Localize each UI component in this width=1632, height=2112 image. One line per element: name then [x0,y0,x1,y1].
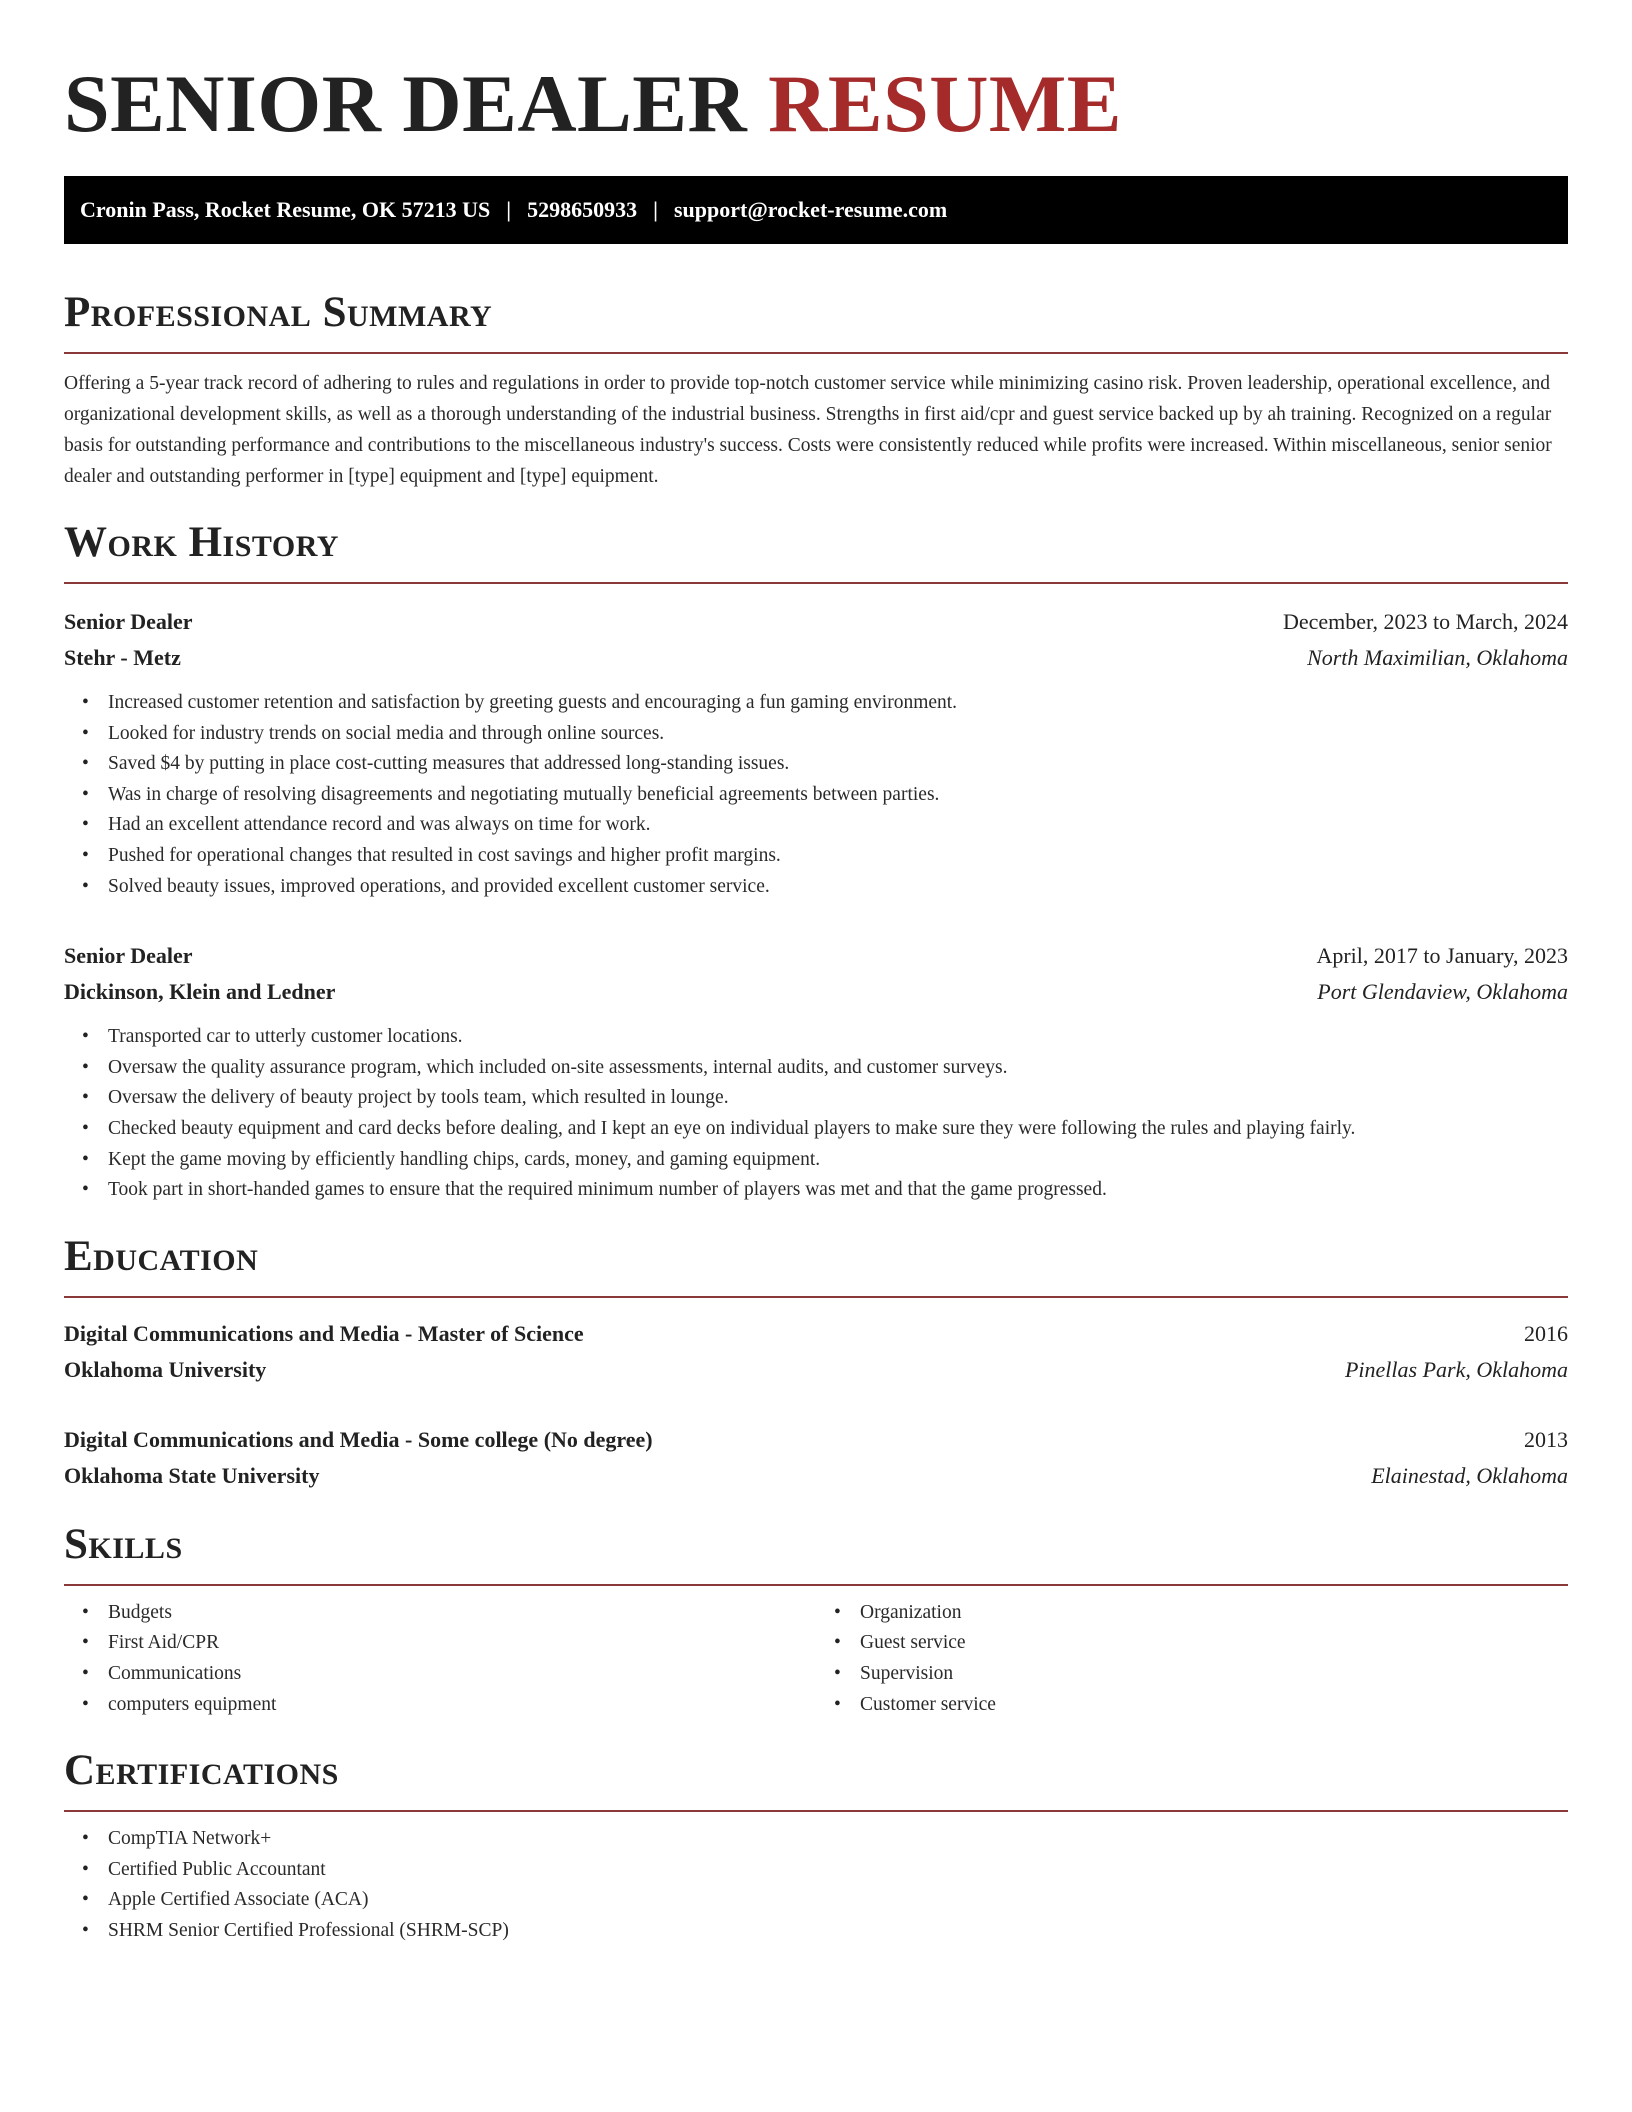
job-location: North Maximilian, Oklahoma [1307,645,1568,670]
section-divider [64,1810,1568,1812]
list-item: • Kept the game moving by efficiently handling chips, cards, money, and gaming equipment. [108,1145,1568,1176]
summary-heading: Professional Summary [64,289,493,336]
degree-row [64,1422,1568,1458]
list-item: • Customer service [860,1690,1568,1721]
section-divider [64,1584,1568,1586]
job-company: Dickinson, Klein and Ledner [64,979,336,1005]
list-item: • CompTIA Network+ [108,1824,1568,1855]
contact-separator: | [653,197,658,222]
school-name: Oklahoma University [64,1356,267,1382]
list-item: • Apple Certified Associate (ACA) [108,1885,1568,1916]
resume-title [64,56,1568,152]
section-divider [64,1296,1568,1298]
certifications-section [64,1746,1568,1946]
list-item: • Solved beauty issues, improved operations, and provided excellent customer service. [108,872,1568,903]
contact-phone: 5298650933 [527,197,638,222]
job-company-row [64,974,1568,1010]
school-row [64,1352,1568,1388]
contact-email[interactable]: support@rocket-resume.com [673,197,948,222]
section-divider [64,582,1568,584]
degree-name: Digital Communications and Media - Master of Science [64,1320,584,1346]
school-name: Oklahoma State University [64,1462,320,1488]
education-entry [64,1422,1568,1494]
school-row [64,1458,1568,1494]
list-item: • Certified Public Accountant [108,1855,1568,1886]
list-item: • First Aid/CPR [108,1628,816,1659]
skills-right-column [816,1598,1568,1720]
certifications-heading: Certifications [64,1747,339,1795]
list-item: • Supervision [860,1659,1568,1690]
summary-section [64,288,1568,492]
list-item: • SHRM Senior Certified Professional (SHRM-SCP) [108,1916,1568,1947]
title-accent: RESUME [768,58,1122,149]
job-entry [64,938,1568,1206]
contact-separator: | [506,197,512,222]
list-item: • Oversaw the delivery of beauty project by tools team, which resulted in lounge. [108,1083,1568,1114]
job-bullets [64,688,1568,902]
degree-year: 2013 [1524,1426,1568,1452]
job-dates: April, 2017 to January, 2023 [1316,943,1568,969]
job-company: Stehr - Metz [64,645,181,670]
job-entry [64,604,1568,902]
skills-heading: Skills [64,1520,183,1568]
list-item: • Saved $4 by putting in place cost-cutting measures that addressed long-standing issues. [108,749,1568,780]
job-title: Senior Dealer [64,943,193,969]
contact-bar [64,176,1568,244]
skills-left-column [64,1598,816,1720]
title-main: SENIOR DEALER [64,58,748,149]
list-item: • Had an excellent attendance record and was always on time for work. [108,810,1568,841]
school-location: Pinellas Park, Oklahoma [1344,1356,1568,1382]
school-location: Elainestad, Oklahoma [1371,1462,1568,1488]
list-item: • computers equipment [108,1690,816,1721]
list-item: • Pushed for operational changes that resulted in cost savings and higher profit margins. [108,841,1568,872]
section-divider [64,352,1568,354]
degree-row [64,1316,1568,1352]
degree-name: Digital Communications and Media - Some college (No degree) [64,1426,653,1452]
contact-address: Cronin Pass, Rocket Resume, OK 57213 US [80,197,491,222]
job-bullets [64,1022,1568,1206]
degree-year: 2016 [1524,1320,1568,1346]
list-item: • Guest service [860,1628,1568,1659]
education-section [64,1232,1568,1494]
list-item: • Oversaw the quality assurance program, which included on-site assessments, internal audits, and customer surveys. [108,1053,1568,1084]
job-title-row [64,938,1568,974]
list-item: • Was in charge of resolving disagreements and negotiating mutually beneficial agreements between parties. [108,780,1568,811]
certifications-list [64,1824,1568,1946]
list-item: • Looked for industry trends on social media and through online sources. [108,719,1568,750]
job-title: Senior Dealer [64,609,193,634]
work-history-section [64,518,1568,1206]
skills-grid [64,1598,1568,1720]
list-item: • Organization [860,1598,1568,1629]
job-location: Port Glendaview, Oklahoma [1317,979,1568,1005]
skills-section [64,1520,1568,1720]
summary-text: Offering a 5-year track record of adhering to rules and regulations in order to provide top-notch customer service while minimizing casino risk. Proven leadership, operational excellence, and organizational development skills, as well as a thorough understanding of the industrial business. Strengths in first aid/cpr and guest service backed up by ah training. Recognized on a regular basis for outstanding performance and contributions to the miscellaneous industry's success. Costs were consistently reduced while profits were increased. Within miscellaneous, senior senior dealer and outstanding performer in [type] equipment and [type] equipment. [64,373,1552,487]
list-item: • Budgets [108,1598,816,1629]
list-item: • Increased customer retention and satisfaction by greeting guests and encouraging a fun gaming environment. [108,688,1568,719]
list-item: • Took part in short-handed games to ensure that the required minimum number of players was met and that the game progressed. [108,1175,1568,1206]
work-history-heading: Work History [64,519,339,566]
job-title-row [64,604,1568,640]
list-item: • Transported car to utterly customer locations. [108,1022,1568,1053]
job-company-row [64,640,1568,676]
education-entry [64,1316,1568,1388]
list-item: • Communications [108,1659,816,1690]
list-item: • Checked beauty equipment and card decks before dealing, and I kept an eye on individual players to make sure they were following the rules and playing fairly. [108,1114,1568,1145]
job-dates: December, 2023 to March, 2024 [1282,609,1568,634]
education-heading: Education [64,1232,259,1280]
